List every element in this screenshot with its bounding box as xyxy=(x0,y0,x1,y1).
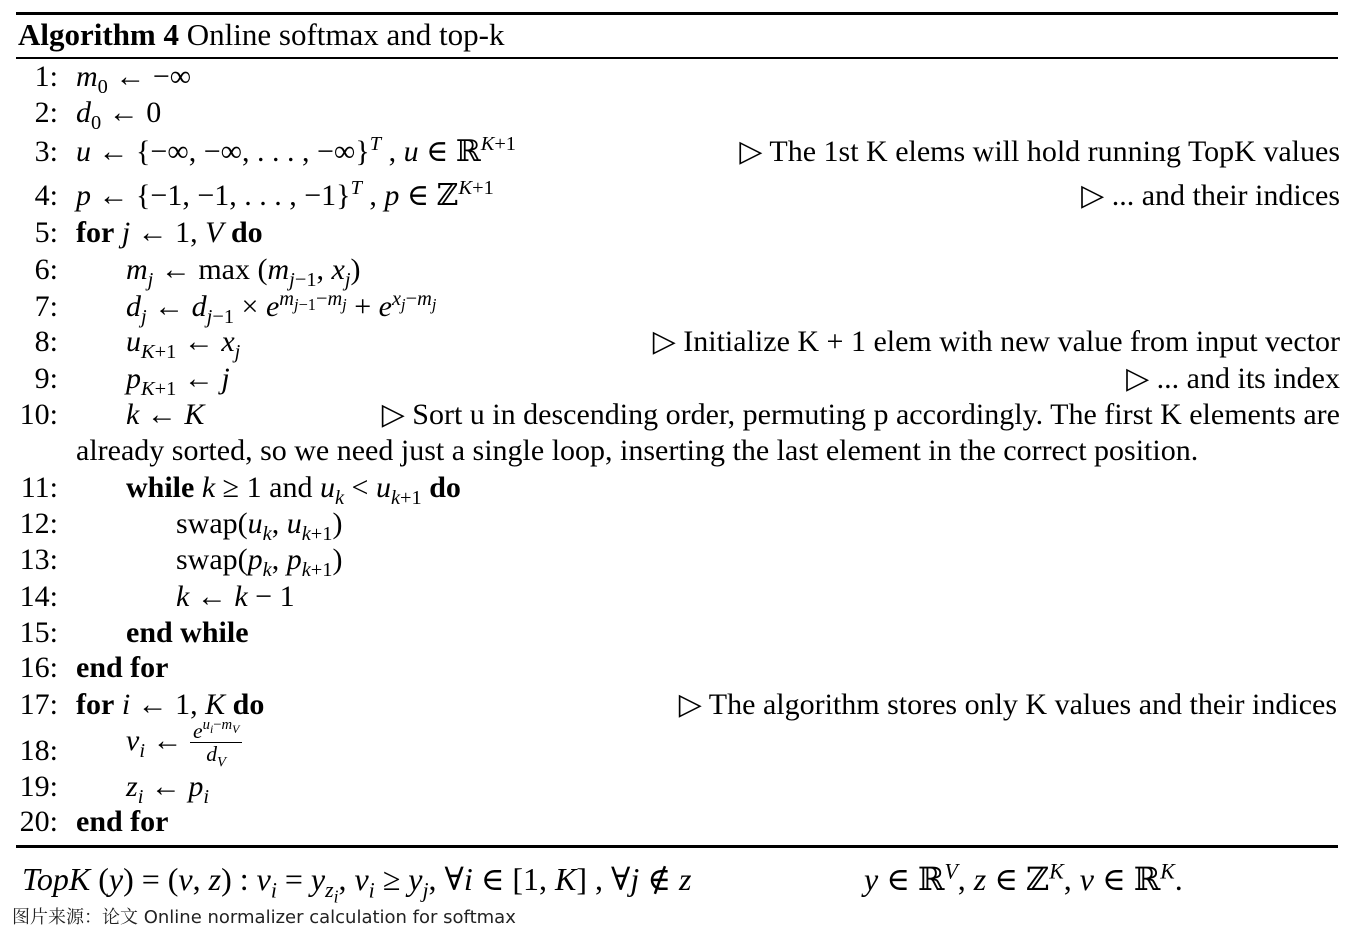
line-comment: ▷ Initialize K + 1 elem with new value from input vector xyxy=(652,325,1340,358)
algorithm-line-19 xyxy=(0,769,1340,808)
line-code: for i ← 1, K do xyxy=(76,688,265,721)
algorithm-line-16 xyxy=(0,650,1340,686)
algorithm-line-11 xyxy=(0,470,1340,509)
line-number: 19: xyxy=(19,770,58,803)
line-comment: ▷ The 1st K elems will hold running TopK values xyxy=(739,135,1340,168)
line-number: 7: xyxy=(34,290,58,323)
line-number: 11: xyxy=(20,471,58,504)
algorithm-line-5 xyxy=(0,215,1340,251)
algorithm-line-9 xyxy=(0,361,1340,400)
line-number: 20: xyxy=(19,805,58,838)
algorithm-line-20 xyxy=(0,804,1340,840)
algorithm-line-18 xyxy=(0,717,1340,771)
line-code: u ← {−∞, −∞, . . . , −∞}$^T$ , u ∈ ℝ$^{K+1}$ xyxy=(76,133,517,168)
line-code: $z_i$ ← $p_i$ xyxy=(126,770,210,808)
algorithm-label: Algorithm 4 xyxy=(18,17,180,52)
algorithm-line-7 xyxy=(0,288,1340,328)
line-code: end for xyxy=(76,651,169,684)
algorithm-name: Online softmax and top-k xyxy=(186,17,505,52)
line-number: 2: xyxy=(34,96,58,129)
bottom-rule xyxy=(16,845,1338,848)
algorithm-line-15 xyxy=(0,615,1340,651)
line-number: 18: xyxy=(19,734,58,767)
algorithm-line-13 xyxy=(0,542,1340,581)
algorithm-line-10-continuation xyxy=(0,433,1340,469)
line-number: 5: xyxy=(34,216,58,249)
topk-definition: TopK (y) = (v, z) : $v_i = y_{z_i}$, $v_i \ge y_j$, ∀i ∈ [1, K] , ∀j ∉ z xyxy=(22,861,692,907)
line-code: end for xyxy=(76,805,169,838)
line-code: $d_0$ ← 0 xyxy=(76,96,162,134)
algorithm-line-1 xyxy=(0,59,1340,98)
image-caption: 图片来源：论文 Online normalizer calculation for softmax xyxy=(12,907,516,928)
line-code: $u_{K+1}$ ← $x_j$ xyxy=(126,325,241,363)
line-number: 10: xyxy=(19,398,58,431)
line-code: $d_j$ ← $d_{j-1} \times e^{m_{j-1}-m_j} + e^{x_j-m_j}$ xyxy=(126,288,437,328)
algorithm-line-6 xyxy=(0,252,1340,291)
line-code: $p_{K+1}$ ← j xyxy=(126,362,230,400)
line-comment-continuation: already sorted, so we need just a single loop, inserting the last element in the correct position. xyxy=(76,434,1199,467)
line-code: end while xyxy=(126,616,249,649)
line-comment: ▷ ... and its index xyxy=(1126,362,1340,395)
algorithm-line-8 xyxy=(0,324,1340,363)
line-number: 1: xyxy=(34,60,58,93)
line-code: $m_0$ ← −∞ xyxy=(76,60,192,98)
line-code: $swap(p_k$, $p_{k+1}$) xyxy=(176,543,343,581)
line-code: p ← {−1, −1, . . . , −1}$^T$ , p ∈ ℤ$^{K+1}$ xyxy=(76,177,494,212)
line-number: 13: xyxy=(19,543,58,576)
line-number: 17: xyxy=(19,688,58,721)
line-code: $swap(u_k$, $u_{k+1}$) xyxy=(176,507,343,545)
algorithm-title xyxy=(18,14,504,56)
line-code: $v_i$ ← $\frac{e^{u_i-m_V}}{d_V}$ xyxy=(126,720,242,766)
line-number: 3: xyxy=(34,135,58,168)
line-comment: ▷ The algorithm stores only K values and their indices xyxy=(678,688,1337,721)
line-code: k ← K xyxy=(126,398,205,431)
algorithm-line-10 xyxy=(0,397,1340,433)
algorithm-line-14 xyxy=(0,579,1340,615)
line-number: 4: xyxy=(34,179,58,212)
line-comment: ▷ ... and their indices xyxy=(1081,179,1340,212)
line-number: 15: xyxy=(19,616,58,649)
line-code: while k ≥ 1 and $u_k < u_{k+1}$ do xyxy=(126,471,461,509)
line-number: 9: xyxy=(34,362,58,395)
topk-domain: y ∈ ℝ$^V$, z ∈ ℤ$^K$, v ∈ ℝ$^K$. xyxy=(864,859,1183,897)
algorithm-line-12 xyxy=(0,506,1340,545)
line-number: 8: xyxy=(34,325,58,358)
line-number: 12: xyxy=(19,507,58,540)
algorithm-line-2 xyxy=(0,95,1340,134)
line-number: 6: xyxy=(34,253,58,286)
line-number: 16: xyxy=(19,651,58,684)
line-comment: ▷ Sort u in descending order, permuting p accordingly. The first K elements are xyxy=(381,398,1340,431)
line-code: k ← k − 1 xyxy=(176,580,295,613)
algorithm-line-3 xyxy=(0,134,1340,170)
algorithm-line-4 xyxy=(0,178,1340,214)
line-code: for j ← 1, V do xyxy=(76,216,263,249)
algorithm-line-17 xyxy=(0,687,1340,723)
line-code: $m_j$ ← $\max (m_{j-1}$, $x_j$) xyxy=(126,253,361,291)
line-number: 14: xyxy=(19,580,58,613)
